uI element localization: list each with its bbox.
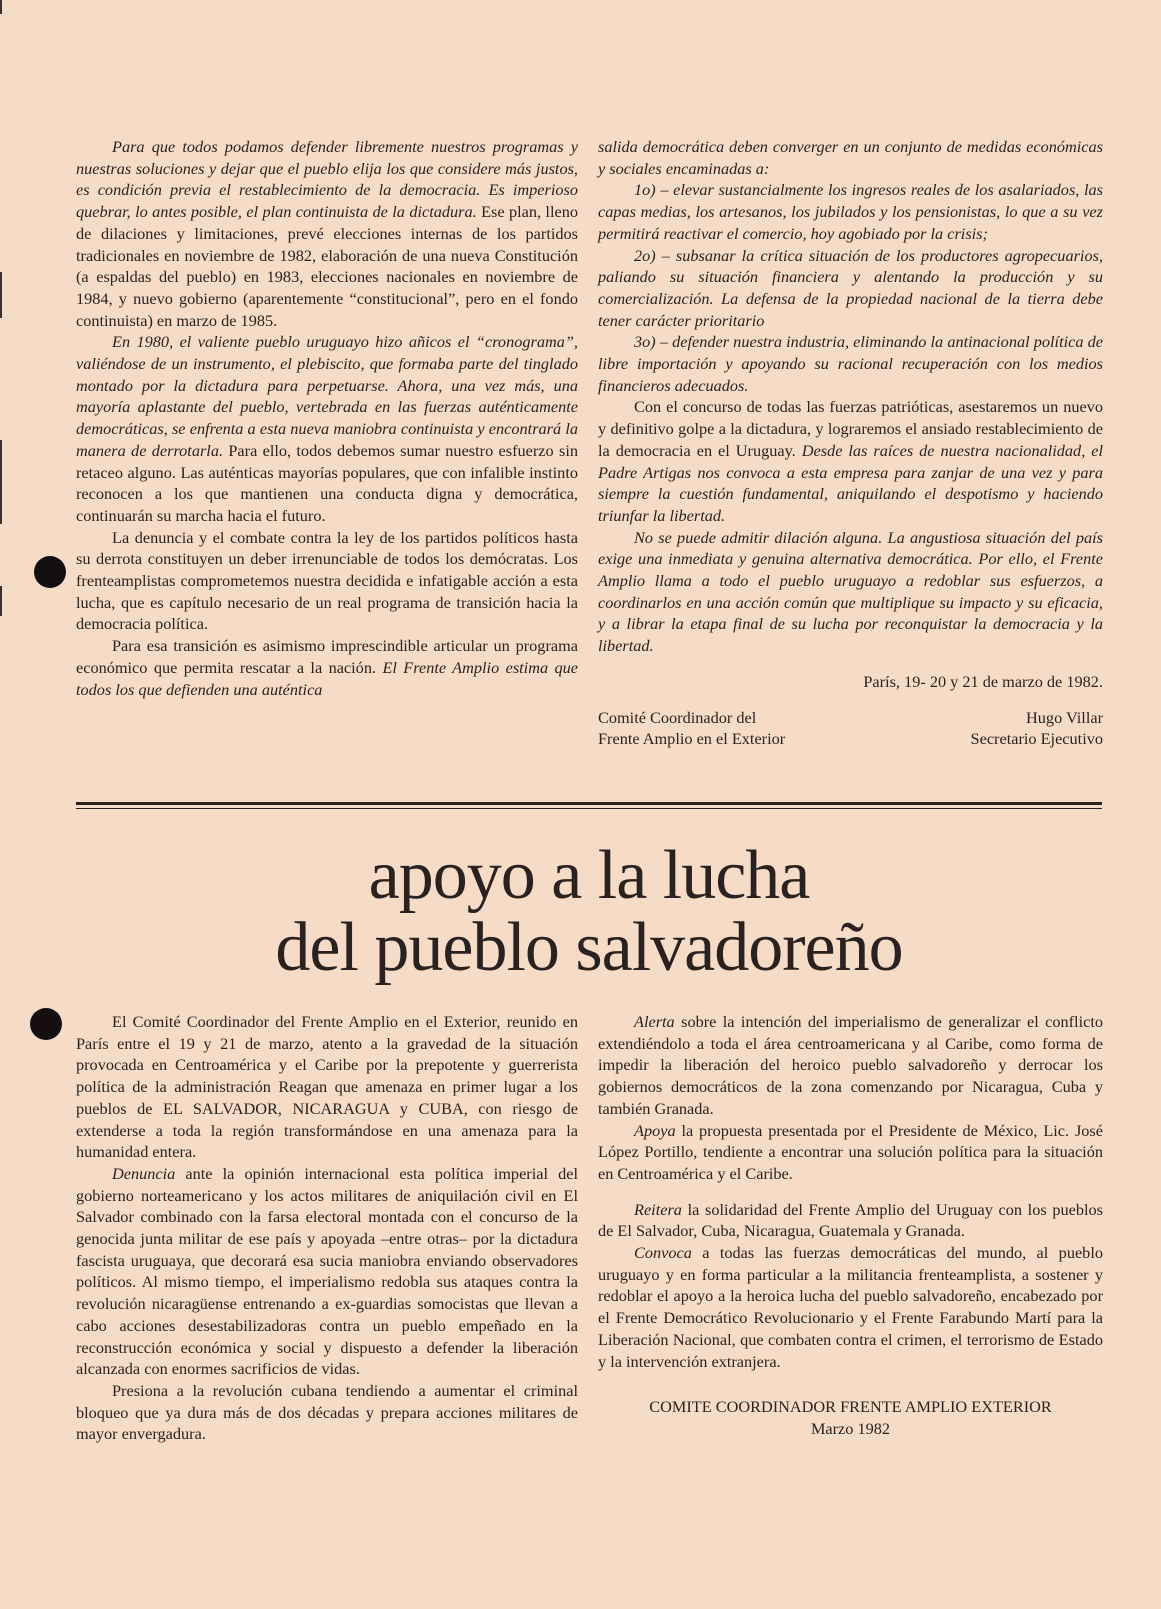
bottom-article-right-column	[598, 1011, 1103, 1440]
paragraph-lead: Convoca	[634, 1243, 692, 1263]
signature-line: Comité Coordinador del	[598, 707, 757, 727]
paragraph: salida democrática deben converger en un conjunto de medidas económicas y sociales encaminadas a:	[598, 137, 1103, 178]
signature-row	[598, 707, 1103, 750]
paragraph: 1o) – elevar sustancialmente los ingresos reales de los asalariados, las capas medias, los artesanos, los jubilados y los pensionistas, lo que a su vez permitirá reactivar el comercio, hoy agobiado por la crisis;	[598, 180, 1103, 243]
paragraph	[598, 1011, 1103, 1120]
paragraph	[598, 396, 1103, 526]
page-edge-mark	[0, 440, 2, 524]
signature-line: Marzo 1982	[810, 1418, 891, 1438]
signature-line: Secretario Ejecutivo	[970, 729, 1103, 749]
paragraph	[598, 1120, 1103, 1185]
paragraph: No se puede admitir dilación alguna. La angustiosa situación del país exige una inmediata y genuina alternativa democrática. Por ello, el Frente Amplio llama a todo el pueblo uruguayo a redoblar sus esfuerzos, a coordinarlos en una acción común que multiplique su impacto y su eficacia, y a librar la etapa final de su lucha por reconquistar la democracia y la libertad.	[598, 527, 1103, 656]
place-date: París, 19- 20 y 21 de marzo de 1982.	[863, 671, 1103, 691]
signature-right	[971, 707, 1103, 750]
paragraph-text: sobre la intención del imperialismo de generalizar el conflicto extendiéndolo a toda el área centroamericana y al Caribe, como forma de impedir la liberación del heroico pueblo salvadoreño y derrocar los gobiernos democráticos de la zona comenzando por Nicaragua, Cuba y también Granada.	[598, 1012, 1103, 1118]
paragraph-text: La denuncia y el combate contra la ley de los partidos políticos hasta su derrota constituyen un deber irrenunciable de todos los demócratas. Los frenteamplistas comprometemos nuestra decidida e infatigable acción a esta lucha, que es capítulo necesario de un real programa de transición hacia la democracia política.	[76, 527, 578, 634]
paragraph-lead: Denuncia	[112, 1163, 176, 1183]
signature-line: Frente Amplio en el Exterior	[598, 729, 786, 749]
paragraph-text: Desde las raíces de nuestra nacionalidad, el Padre Artigas nos convoca a esta empresa para zanjar de una vez y para siempre la cuestión fundamental, aniquilando el despotismo y haciendo triunfar la libertad.	[598, 440, 1103, 525]
paragraph	[76, 635, 578, 700]
paragraph-text: la propuesta presentada por el Presidente de México, Lic. José López Portillo, tendiente a encontrar una solución política para la situación en Centroamérica y el Caribe.	[598, 1120, 1103, 1183]
paragraph-text: Para ello, todos debemos sumar nuestro esfuerzo sin retaceo alguno. Las auténticas mayorías populares, que con infalible instinto reconocen a los que mantienen una conducta digna y democrática, continuarán su marcha hacia el futuro.	[76, 440, 578, 525]
paragraph-text: ante la opinión internacional esta política imperial del gobierno norteamericano y los actos militares de aniquilación civil en El Salvador combinado con la farsa electoral montada con el concurso de la genocida junta militar de ese país y apoyada –entre otras– por la dictadura fascista uruguaya, que decorará esa sucia maniobra enviando observadores políticos. Al mismo tiempo, el imperialismo redobla sus ataques contra la revolución nicaragüense entrenando a ex-guardias somocistas que llevan a cabo acciones desestabilizadoras contra un pueblo empeñado en la reconstrucción económica y social y dispuesto a defender la liberación alcanzada con enormes sacrificios de vidas.	[76, 1163, 578, 1379]
signature-line: COMITE COORDINADOR FRENTE AMPLIO EXTERIOR	[649, 1397, 1052, 1417]
top-article-right-column	[598, 136, 1103, 750]
paragraph	[76, 527, 578, 636]
paragraph-text: la solidaridad del Frente Amplio del Uruguay con los pueblos de El Salvador, Cuba, Nicaragua, Guatemala y Granada.	[598, 1199, 1103, 1241]
paragraph	[76, 1380, 578, 1445]
page-edge-mark	[0, 0, 2, 14]
signature-block	[598, 1396, 1103, 1439]
paragraph-lead: Reitera	[634, 1199, 682, 1219]
bottom-article-left-column	[76, 1011, 578, 1445]
headline-line: apoyo a la lucha	[368, 837, 810, 914]
top-article-left-column	[76, 136, 578, 700]
paragraph	[76, 331, 578, 526]
headline-line: del pueblo salvadoreño	[275, 909, 903, 986]
paragraph	[76, 1011, 578, 1163]
signature-line: Hugo Villar	[1026, 707, 1103, 727]
paragraph-text: El Comité Coordinador del Frente Amplio en el Exterior, reunido en París entre el 19 y 21 de marzo, atento a la gravedad de la situación provocada en Centroamérica y el Caribe por la prepotente y guerrerista política de la administración Reagan que amenaza en primer lugar a los pueblos de EL SALVADOR, NICARAGUA y CUBA, con riesgo de extenderse a toda la región transformándose en una amenaza para la humanidad entera.	[76, 1012, 578, 1162]
signature-left	[598, 707, 785, 750]
paragraph-text: Ese plan, lleno de dilaciones y limitaciones, prevé elecciones internas de los partidos tradicionales en noviembre de 1982, elaboración de una nueva Constitución (a espaldas del pueblo) en 1983, elecciones nacionales en noviembre de 1984, y nuevo gobierno (aparentemente “constitucional”, pero en el fondo continuista) en marzo de 1985.	[76, 202, 578, 330]
paragraph: 3o) – defender nuestra industria, eliminando la antinacional política de libre importación y apoyando su racional recuperación con los medios financieros adecuados.	[598, 332, 1103, 395]
page-edge-mark	[0, 272, 2, 318]
paragraph	[76, 136, 578, 331]
page-edge-mark	[0, 586, 2, 616]
paragraph	[598, 1242, 1103, 1372]
paragraph-text: Presiona a la revolución cubana tendiendo a aumentar el criminal bloqueo que ya dura más de dos décadas y prepara acciones militares de mayor envergadura.	[76, 1380, 578, 1444]
headline	[76, 837, 1102, 986]
section-divider-thin	[76, 808, 1102, 809]
punch-hole-mark	[34, 556, 66, 588]
paragraph-lead: Alerta	[634, 1012, 675, 1031]
paragraph: 2o) – subsanar la crítica situación de los productores agropecuarios, paliando su situación financiera y alentando la producción y su comercialización. La defensa de la propiedad nacional de la tierra debe tener carácter prioritario	[598, 245, 1103, 330]
paragraph-text: a todas las fuerzas democráticas del mundo, al pueblo uruguayo y en forma particular a la militancia frenteamplista, a sostener y redoblar el apoyo a la heroica lucha del pueblo salvadoreño, encabezado por el Frente Democrático Revolucionario y el Frente Farabundo Martí para la Liberación Nacional, que combaten contra el crimen, el terrorismo de Estado y la intervención extranjera.	[598, 1243, 1103, 1371]
paragraph-lead: Apoya	[634, 1120, 676, 1140]
paragraph-text: Con el concurso de todas las fuerzas patrióticas, asestaremos un nuevo y definitivo golpe a la dictadura, y lograremos el ansiado restablecimiento de la democracia en el Uruguay.	[598, 397, 1103, 460]
paragraph-text: Para esa transición es asimismo imprescindible articular un programa económico que permita rescatar a la nación.	[76, 636, 578, 677]
punch-hole-mark	[30, 1008, 62, 1040]
section-divider	[76, 802, 1102, 805]
paragraph-text: El Frente Amplio estima que todos los que defienden una auténtica	[76, 657, 579, 699]
paragraph	[76, 1163, 578, 1380]
paragraph	[598, 1199, 1103, 1242]
paragraph-text: En 1980, el valiente pueblo uruguayo hizo añicos el “cronograma”, valiéndose de un instrumento, el plebiscito, que formaba parte del tinglado montado por la dictadura para perpetuarse. Ahora, una vez más, una mayoría aplastante del pueblo, vertebrada en las fuerzas auténticamente democráticas, se enfrenta a esta nueva maniobra continuista y encontrará la manera de derrotarla.	[76, 332, 578, 460]
paragraph-text: Para que todos podamos defender libremente nuestros programas y nuestras soluciones y dejar que el pueblo elija los que considere más justos, es condición previa el restablecimiento de la democracia. Es imperioso quebrar, lo antes posible, el plan continuista de la dictadura.	[76, 137, 578, 222]
